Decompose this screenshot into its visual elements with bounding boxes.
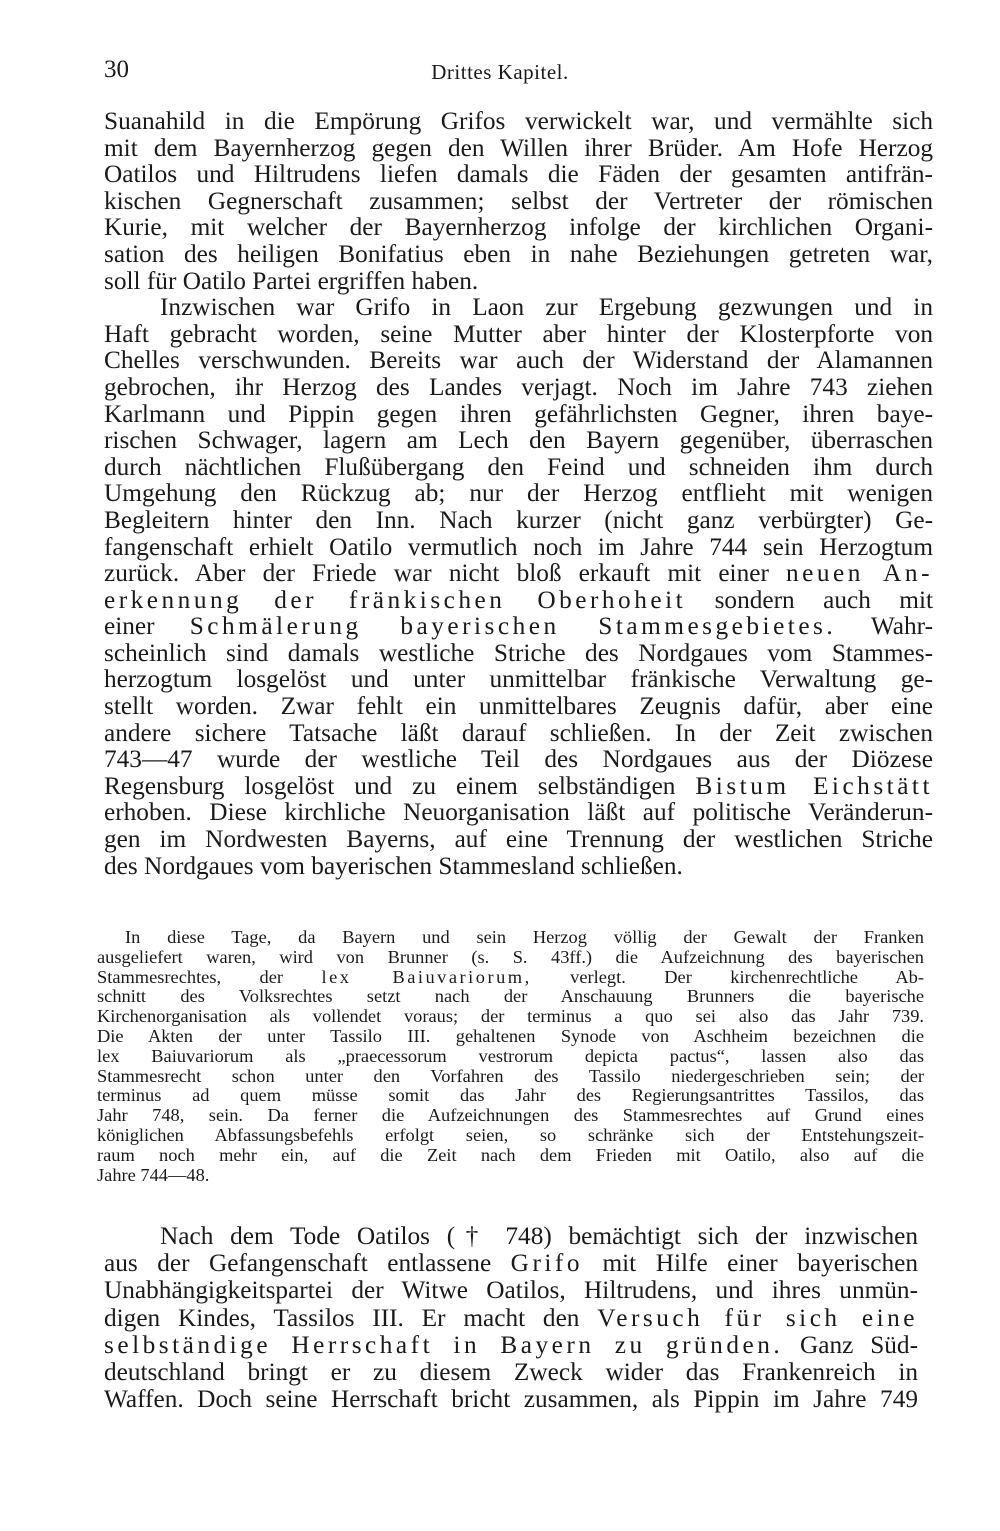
text-line: sation des heiligen Bonifatius eben in nahe Beziehungen getreten war, — [104, 239, 933, 268]
text-segment: sondern auch mit — [714, 585, 934, 614]
text-line: gebrochen, ihr Herzog des Landes verjagt. Noch im Jahre 743 ziehen — [104, 372, 933, 401]
text-segment: aus der Gefangenschaft entlassene — [104, 1249, 492, 1278]
text-line: erhoben. Diese kirchliche Neuorganisation läßt auf politische Veränderun- — [104, 798, 933, 827]
text-line: andere sichere Tatsache läßt darauf schließen. In der Zeit zwischen — [104, 718, 933, 747]
footnote-line: schnitt des Volksrechtes setzt nach der Anschauung Brunners die bayerische — [97, 986, 924, 1007]
text-line: gen im Nordwesten Bayerns, auf eine Trennung der westlichen Striche — [104, 825, 933, 854]
text-line: scheinlich sind damals westliche Striche des Nordgaues vom Stammes- — [104, 638, 933, 667]
spaced-text: selbständige Herrschaft in Bayern zu gründen. — [104, 1330, 784, 1359]
text-line: Waffen. Doch seine Herrschaft bricht zusammen, als Pippin im Jahre 749 — [104, 1385, 918, 1414]
spaced-text: lex Baiuvariorum, — [321, 966, 532, 987]
footnote-line — [97, 968, 924, 988]
text-segment: zurück. Aber der Friede war nicht bloß erkauft mit einer — [104, 559, 769, 588]
text-line — [104, 773, 933, 800]
text-line: Chelles verschwunden. Bereits war auch der Widerstand der Alamannen — [104, 346, 933, 375]
footnote — [97, 928, 924, 1185]
text-line: Inzwischen war Grifo in Laon zur Ergebung gezwungen und in — [160, 293, 933, 322]
spaced-text: Versuch für sich eine — [597, 1303, 918, 1332]
footnote-line: terminus ad quem müsse somit das Jahr des Regierungsantrittes Tassilos, das — [97, 1085, 924, 1106]
footnote-line: Jahr 748, sein. Da ferner die Aufzeichnungen des Stammesrechtes auf Grund eines — [97, 1105, 924, 1126]
spaced-text: Grifo — [510, 1249, 583, 1278]
footnote-line: In diese Tage, da Bayern und sein Herzog völlig der Gewalt der Franken — [125, 927, 924, 947]
paragraph-1 — [104, 108, 933, 294]
footnote-line: königlichen Abfassungsbefehls erfolgt seien, so schränke sich der Entstehungszeit- — [97, 1124, 924, 1145]
text-line: Begleitern hinter den Inn. Nach kurzer (nicht ganz verbürgter) Ge- — [104, 505, 933, 534]
text-segment: Regensburg losgelöst und zu einem selbständigen — [104, 771, 676, 800]
text-line: Suanahild in die Empörung Grifos verwickelt war, und vermählte sich — [104, 107, 933, 135]
spaced-text: Schmälerung bayerischen Stammesgebietes. — [189, 612, 837, 641]
footnote-line: ausgeliefert waren, wird von Brunner (s. S. 43ff.) die Aufzeichnung des bayerischen — [97, 946, 924, 967]
footnote-line: Kirchenorganisation als vollendet voraus; der terminus a quo sei also das Jahr 739. — [97, 1006, 924, 1027]
text-line — [104, 1250, 918, 1277]
text-line: deutschland bringt er zu diesem Zweck wider das Frankenreich in — [104, 1358, 918, 1387]
spaced-text: neuen An- — [786, 559, 933, 588]
text-line: Kurie, mit welcher der Bayernherzog infolge der kirchlichen Organi- — [104, 213, 933, 242]
text-line — [104, 613, 933, 640]
text-line — [104, 1305, 918, 1332]
text-segment: einer — [104, 612, 155, 641]
text-line: Nach dem Tode Oatilos († 748) bemächtigt sich der inzwischen — [160, 1222, 918, 1250]
text-segment: mit Hilfe einer bayerischen — [602, 1249, 919, 1278]
text-line: rischen Schwager, lagern am Lech den Bayern gegenüber, überraschen — [104, 426, 933, 455]
text-line — [104, 587, 933, 614]
paragraph-3 — [104, 1223, 918, 1413]
text-line: Karlmann und Pippin gegen ihren gefährlichsten Gegner, ihren baye- — [104, 399, 933, 428]
footnote-line: lex Baiuvariorum als „praecessorum vestrorum depicta pactus“, lassen also das — [97, 1045, 924, 1066]
footnote-line: Jahre 744—48. — [97, 1164, 210, 1185]
spaced-text: erkennung der fränkischen Oberhoheit — [104, 585, 687, 614]
main-text — [104, 108, 933, 879]
main-text-continued — [104, 1223, 918, 1413]
footnote-line: Stammesrecht schon unter den Vorfahren des Tassilo niedergeschrieben sein; der — [97, 1065, 924, 1086]
text-line: Oatilos und Hiltrudens liefen damals die Fäden der gesamten antifrän- — [104, 160, 933, 189]
text-line: Umgehung den Rückzug ab; nur der Herzog entflieht mit wenigen — [104, 479, 933, 508]
text-line: fangenschaft erhielt Oatilo vermutlich noch im Jahre 744 sein Herzogtum — [104, 532, 933, 561]
running-head: Drittes Kapitel. — [431, 60, 569, 84]
text-line: des Nordgaues vom bayerischen Stammesland schließen. — [104, 851, 683, 880]
text-line: durch nächtlichen Flußübergang den Feind und schneiden ihm durch — [104, 452, 933, 481]
text-line: soll für Oatilo Partei ergriffen haben. — [104, 266, 479, 295]
text-line: stellt worden. Zwar fehlt ein unmittelbares Zeugnis dafür, aber eine — [104, 692, 933, 721]
text-line: 743—47 wurde der westliche Teil des Nordgaues aus der Diözese — [104, 745, 933, 774]
text-line: Haft gebracht worden, seine Mutter aber hinter der Klosterpforte von — [104, 319, 933, 348]
text-segment: Ganz Süd- — [800, 1330, 918, 1359]
page-number: 30 — [104, 56, 129, 83]
text-segment: Stammesrechtes, der — [97, 966, 284, 987]
text-line: kischen Gegnerschaft zusammen; selbst der Vertreter der römischen — [104, 186, 933, 215]
footnote-line: raum noch mehr ein, auf die Zeit nach dem Frieden mit Oatilo, also auf die — [97, 1144, 924, 1165]
text-line — [104, 560, 933, 587]
text-segment: digen Kindes, Tassilos III. Er macht den — [104, 1303, 580, 1332]
paragraph-2 — [104, 294, 933, 879]
text-segment: verlegt. Der kirchenrechtliche Ab- — [570, 966, 924, 987]
text-line: mit dem Bayernherzog gegen den Willen ihrer Brüder. Am Hofe Herzog — [104, 133, 933, 162]
text-line: Unabhängigkeitspartei der Witwe Oatilos, Hiltrudens, und ihres unmün- — [104, 1276, 918, 1305]
text-line: herzogtum losgelöst und unter unmittelbar fränkische Verwaltung ge- — [104, 665, 933, 694]
footnote-line: Die Akten der unter Tassilo III. gehaltenen Synode von Aschheim bezeichnen die — [97, 1025, 924, 1046]
spaced-text: Bistum Eichstätt — [695, 771, 933, 800]
text-line — [104, 1332, 918, 1359]
text-segment: Wahr- — [870, 612, 933, 641]
